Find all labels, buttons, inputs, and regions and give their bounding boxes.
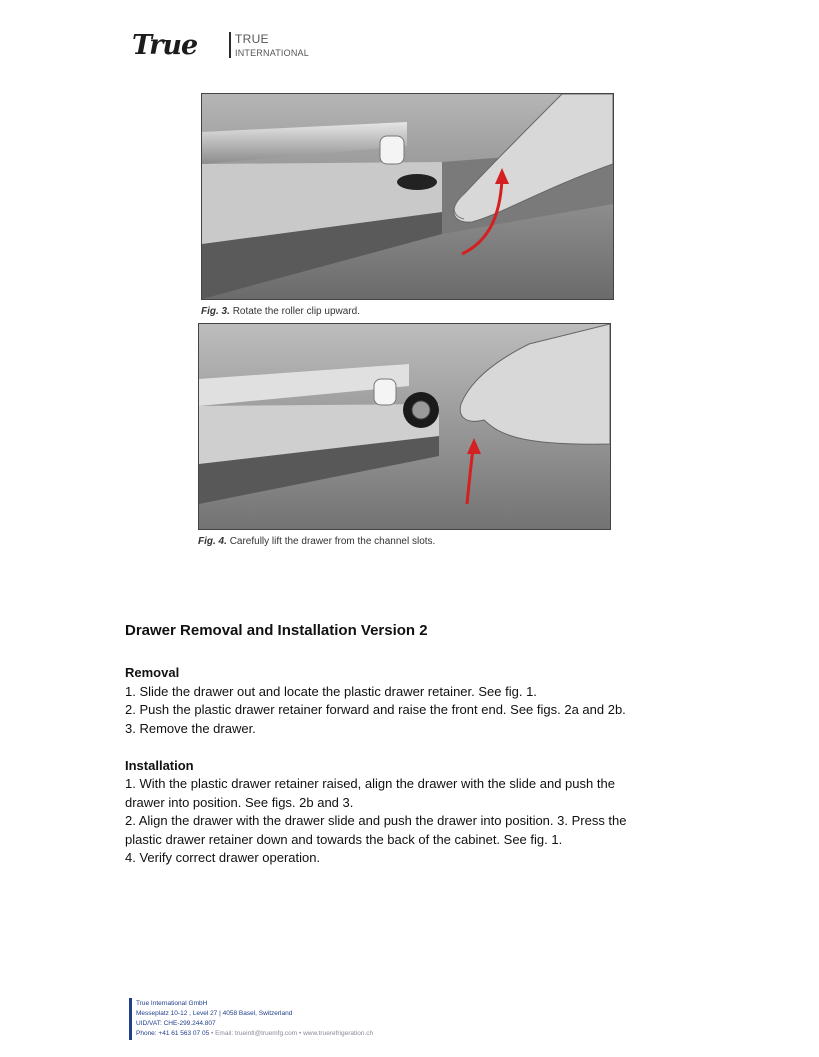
footer-phone: Phone: +41 61 563 07 05 [136,1030,210,1037]
section-title: Drawer Removal and Installation Version 2 [125,622,428,639]
installation-line-3: 2. Align the drawer with the drawer slide and push the drawer into position. 3. Press the [125,813,627,828]
logo-divider [229,32,231,58]
true-logo-wordmark: True [132,30,198,61]
figure-4-photo [198,323,611,530]
figure-3-illustration [202,94,613,299]
footer-accent-bar [129,998,132,1040]
installation-heading: Installation [125,758,194,773]
figure-3-caption-text: Rotate the roller clip upward. [232,306,360,317]
brand-name-bottom: INTERNATIONAL [235,48,309,58]
removal-step-3: 3. Remove the drawer. [125,721,256,736]
removal-heading: Removal [125,665,180,680]
installation-line-4: plastic drawer retainer down and towards the back of the cabinet. See fig. 1. [125,832,563,847]
footer-company: True International GmbH [136,1000,208,1007]
footer-email-web: • Email: trueintl@truemfg.com • www.truerefrigeration.ch [211,1030,374,1037]
footer-contact-line [136,1030,373,1037]
installation-line-5: 4. Verify correct drawer operation. [125,850,321,865]
footer-address: Messeplatz 10-12 , Level 27 | 4058 Basel, Switzerland [136,1010,293,1017]
figure-3-photo [201,93,614,300]
figure-4-illustration [199,324,610,529]
figure-3-caption [201,306,360,317]
removal-step-2: 2. Push the plastic drawer retainer forward and raise the front end. See figs. 2a and 2b. [125,702,626,717]
footer-vat: UID/VAT: CHE-299.244.807 [136,1020,216,1027]
figure-3-label: Fig. 3. [201,306,230,317]
figure-4-label: Fig. 4. [198,536,227,547]
figure-4-caption-text: Carefully lift the drawer from the channel slots. [229,536,436,547]
brand-name-top: TRUE [235,32,269,46]
figure-4-caption [198,536,435,547]
removal-step-1: 1. Slide the drawer out and locate the plastic drawer retainer. See fig. 1. [125,684,537,699]
installation-line-1: 1. With the plastic drawer retainer raised, align the drawer with the slide and push the [125,776,615,791]
installation-line-2: drawer into position. See figs. 2b and 3. [125,795,354,810]
